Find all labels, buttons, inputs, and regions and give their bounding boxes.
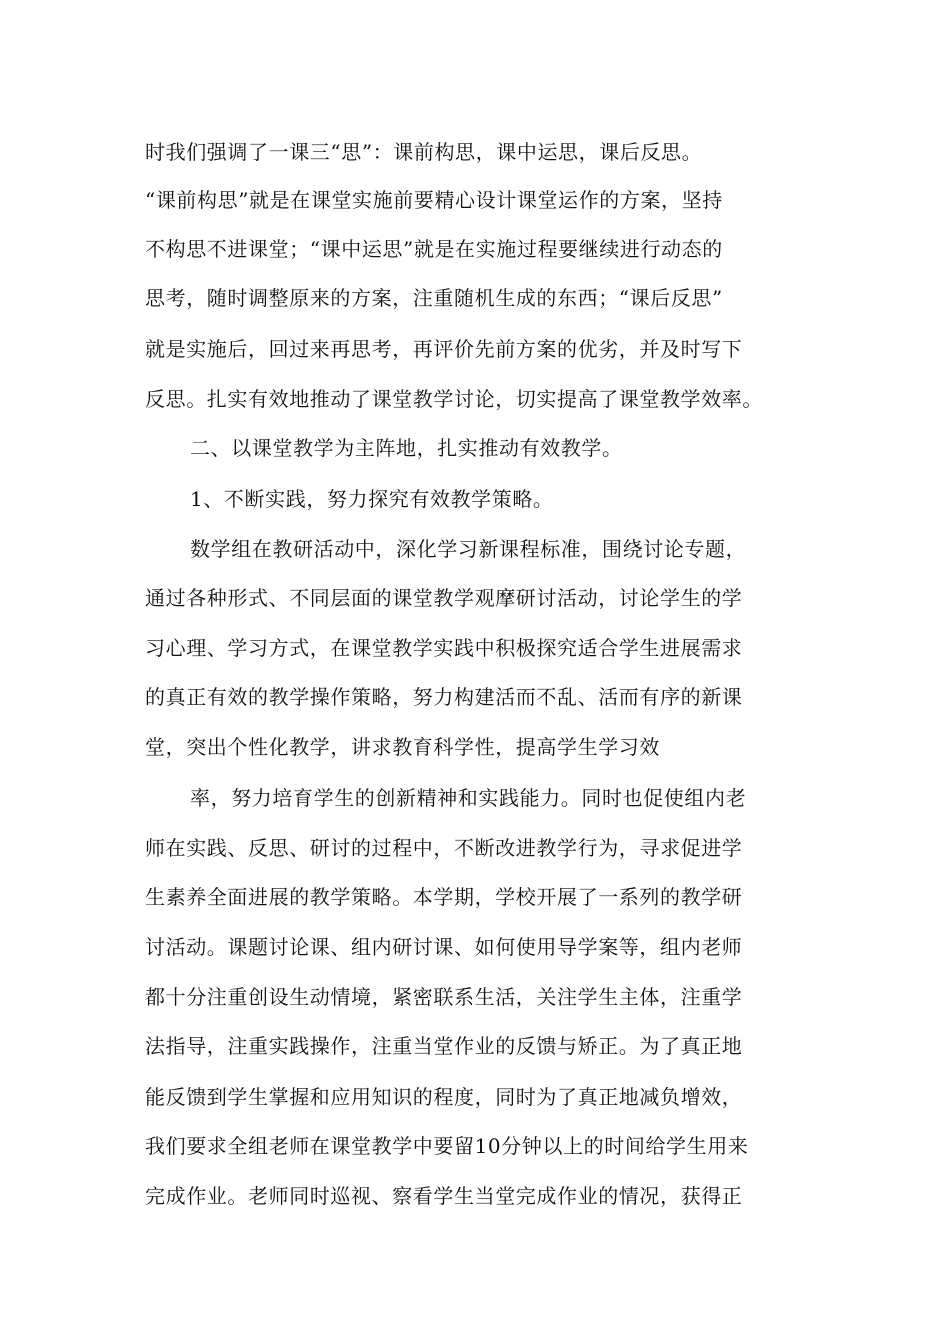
text-line: “课前构思”就是在课堂实施前要精心设计课堂运作的方案，坚持 [145, 188, 723, 212]
text-line: 都十分注重创设生动情境，紧密联系生活，关注学生主体，注重学 [145, 985, 743, 1009]
text-line: 讨活动。课题讨论课、组内研讨课、如何使用导学案等，组内老师 [145, 935, 743, 959]
text-line: 完成作业。老师同时巡视、察看学生当堂完成作业的情况，获得正 [145, 1184, 743, 1208]
text-line: 思考，随时调整原来的方案，注重随机生成的东西；“课后反思” [145, 286, 723, 310]
text-line: 能反馈到学生掌握和应用知识的程度，同时为了真正地减负增效， [145, 1085, 743, 1109]
text-line: 我们要求全组老师在课堂教学中要留10分钟以上的时间给学生用来 [145, 1134, 749, 1158]
paragraph-first-line: 率，努力培育学生的创新精神和实践能力。同时也促使组内老 [190, 786, 747, 810]
section-heading: 二、以课堂教学为主阵地，扎实推动有效教学。 [190, 436, 623, 460]
text-line: 不构思不进课堂；“课中运思”就是在实施过程要继续进行动态的 [145, 237, 723, 261]
text-line: 反思。扎实有效地推动了课堂教学讨论，切实提高了课堂教学效率。 [145, 387, 763, 411]
text-line: 通过各种形式、不同层面的课堂教学观摩研讨活动，讨论学生的学 [145, 586, 743, 610]
text-line: 的真正有效的教学操作策略，努力构建活而不乱、活而有序的新课 [145, 685, 743, 709]
text-line: 师在实践、反思、研讨的过程中，不断改进教学行为，寻求促进学 [145, 836, 743, 860]
text-line: 习心理、学习方式，在课堂教学实践中积极探究适合学生进展需求 [145, 636, 743, 660]
text-line: 就是实施后，回过来再思考，再评价先前方案的优劣，并及时写下 [145, 337, 743, 361]
text-line: 生素养全面进展的教学策略。本学期，学校开展了一系列的教学研 [145, 885, 743, 909]
paragraph-first-line: 数学组在教研活动中，深化学习新课程标准，围绕讨论专题， [190, 537, 747, 561]
text-line: 时我们强调了一课三“思”：课前构思，课中运思，课后反思。 [145, 140, 703, 164]
text-line: 堂，突出个性化教学，讲求教育科学性，提高学生学习效 [145, 735, 660, 759]
subsection-heading: 1、不断实践，努力探究有效教学策略。 [190, 487, 554, 511]
text-line: 法指导，注重实践操作，注重当堂作业的反馈与矫正。为了真正地 [145, 1034, 743, 1058]
